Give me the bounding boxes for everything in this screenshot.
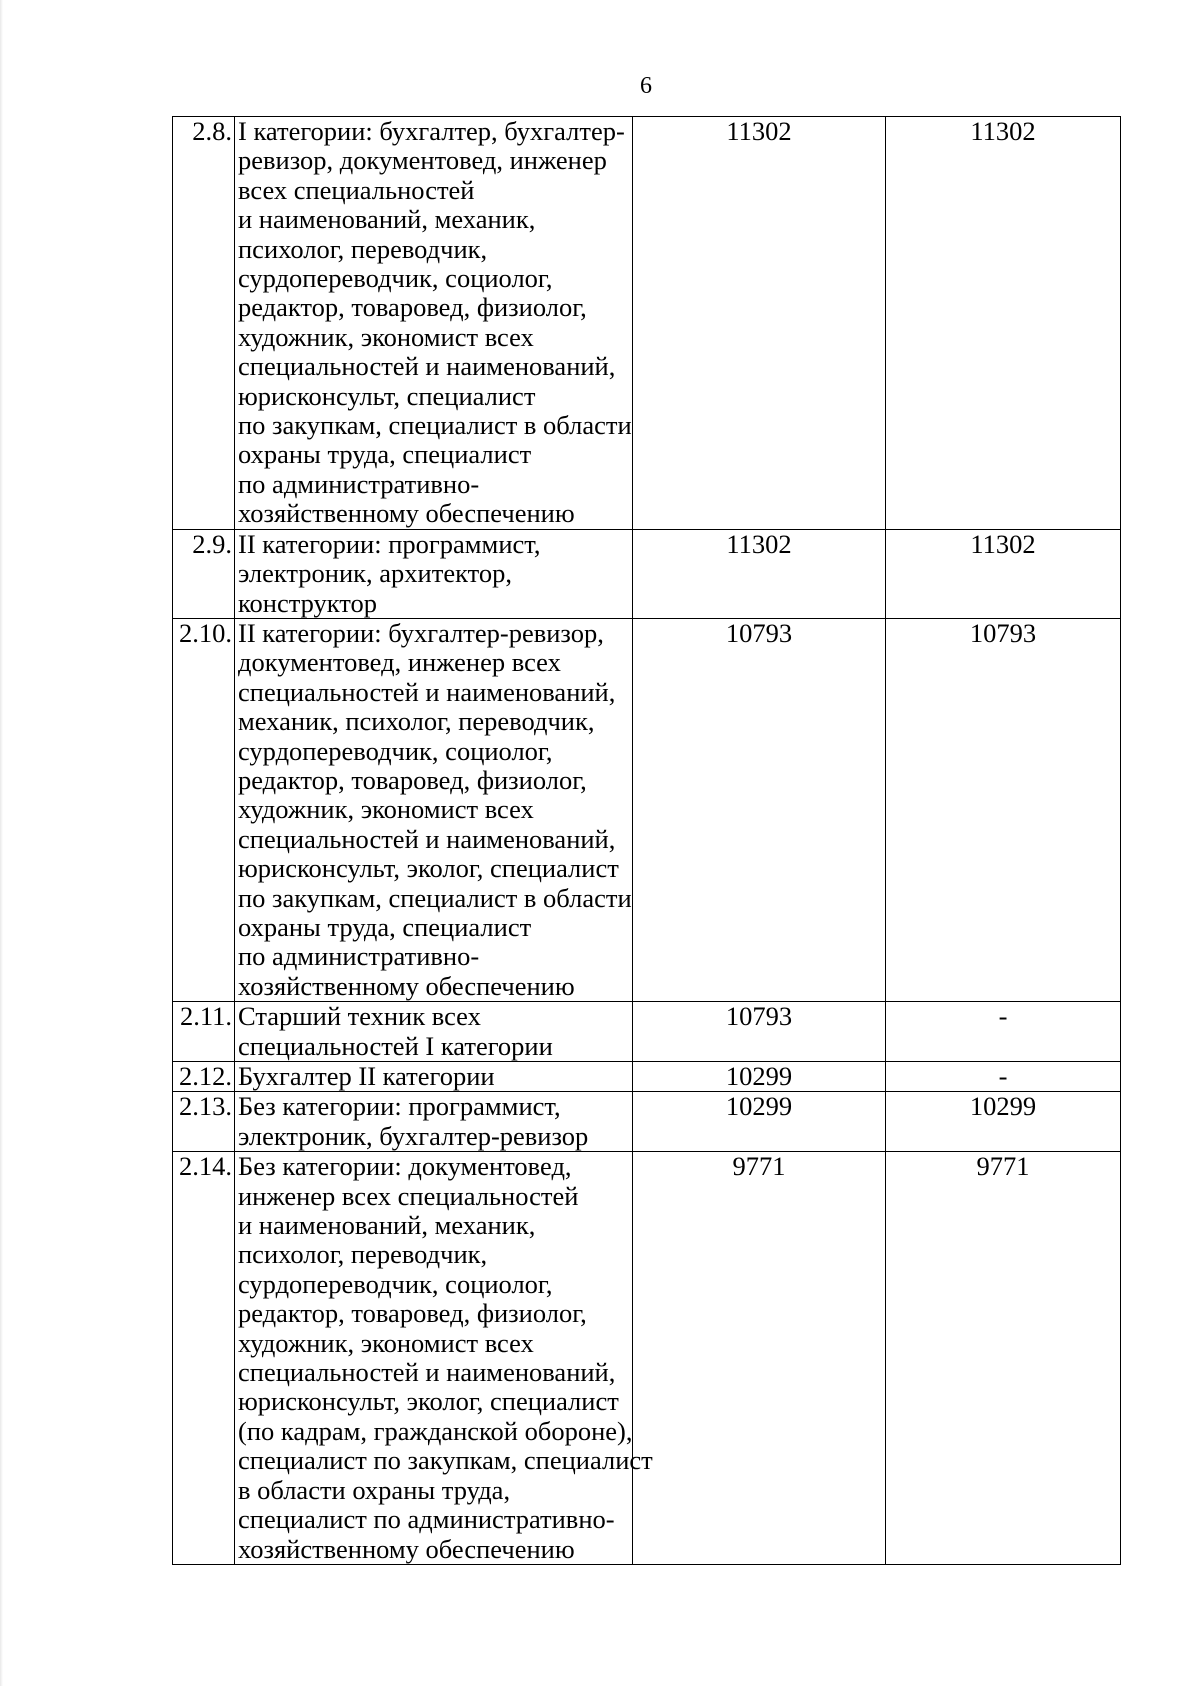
salary-table (172, 116, 1121, 1565)
table-row (173, 1002, 1121, 1062)
description-line: художник, экономист всех (238, 794, 534, 825)
description-line: психолог, переводчик, (238, 233, 488, 264)
description-line: редактор, товаровед, физиолог, (238, 1298, 587, 1329)
description-line: по административно- (238, 941, 480, 972)
salary-value-2: 9771 (886, 1152, 1121, 1565)
salary-value-1: 10793 (633, 1002, 886, 1062)
description-line: инженер всех специальностей (238, 1180, 579, 1211)
table-row (173, 618, 1121, 1001)
description-line: электроник, архитектор, (238, 558, 512, 589)
row-number: 2.13. (173, 1092, 235, 1152)
description-line: специалист по административно- (238, 1504, 615, 1535)
scan-edge (0, 0, 3, 1686)
description-line: Без категории: документовед, (238, 1151, 572, 1182)
row-number: 2.12. (173, 1062, 235, 1092)
salary-value-1: 10299 (633, 1062, 886, 1092)
description-line: II категории: программист, (238, 528, 541, 559)
description-line: документовед, инженер всех (238, 647, 561, 678)
description-line: Без категории: программист, (238, 1091, 561, 1122)
description-line: и наименований, механик, (238, 204, 536, 235)
salary-value-1: 11302 (633, 529, 886, 618)
salary-value-1: 10299 (633, 1092, 886, 1152)
description-line: (по кадрам, гражданской обороне), (238, 1415, 633, 1446)
position-description (235, 1002, 633, 1062)
description-line: специальностей и наименований, (238, 676, 616, 707)
row-number: 2.14. (173, 1152, 235, 1565)
salary-value-2: 11302 (886, 117, 1121, 530)
row-number: 2.8. (173, 117, 235, 530)
position-description (235, 117, 633, 530)
description-line: художник, экономист всех (238, 1327, 534, 1358)
description-line: Бухгалтер II категории (238, 1061, 495, 1091)
description-line: редактор, товаровед, физиолог, (238, 764, 587, 795)
description-line: сурдопереводчик, социолог, (238, 735, 553, 766)
description-line: Старший техник всех (238, 1001, 481, 1032)
description-line: ревизор, документовед, инженер (238, 145, 607, 176)
description-line: по закупкам, специалист в области (238, 410, 632, 441)
table-row (173, 529, 1121, 618)
salary-value-1: 9771 (633, 1152, 886, 1565)
row-number: 2.11. (173, 1002, 235, 1062)
description-line: специальностей и наименований, (238, 1357, 616, 1388)
table-row (173, 1152, 1121, 1565)
salary-value-2: - (886, 1002, 1121, 1062)
page-number: 6 (640, 73, 652, 99)
description-line: хозяйственному обеспечению (238, 498, 575, 529)
table-row (173, 1062, 1121, 1092)
description-line: в области охраны труда, (238, 1474, 511, 1505)
row-number: 2.10. (173, 618, 235, 1001)
description-line: специальностей I категории (238, 1030, 553, 1061)
description-line: специальностей и наименований, (238, 351, 616, 382)
position-description (235, 618, 633, 1001)
position-description (235, 1092, 633, 1152)
salary-value-2: 10793 (886, 618, 1121, 1001)
description-line: I категории: бухгалтер, бухгалтер- (238, 116, 625, 146)
description-line: по административно- (238, 468, 480, 499)
description-line: юрисконсульт, специалист (238, 380, 536, 411)
position-description (235, 529, 633, 618)
description-line: хозяйственному обеспечению (238, 1533, 575, 1564)
description-line: хозяйственному обеспечению (238, 970, 575, 1001)
description-line: охраны труда, специалист (238, 439, 532, 470)
description-line: специалист по закупкам, специалист (238, 1445, 653, 1476)
salary-value-1: 10793 (633, 618, 886, 1001)
salary-value-2: 11302 (886, 529, 1121, 618)
description-line: всех специальностей (238, 174, 475, 205)
description-line: психолог, переводчик, (238, 1239, 488, 1270)
table-row (173, 1092, 1121, 1152)
salary-value-2: 10299 (886, 1092, 1121, 1152)
table-body (173, 117, 1121, 1565)
row-number: 2.9. (173, 529, 235, 618)
table-row (173, 117, 1121, 530)
description-line: охраны труда, специалист (238, 911, 532, 942)
description-line: по закупкам, специалист в области (238, 882, 632, 913)
description-line: электроник, бухгалтер-ревизор (238, 1120, 589, 1151)
description-line: художник, экономист всех (238, 321, 534, 352)
description-line: юрисконсульт, эколог, специалист (238, 853, 619, 884)
description-line: сурдопереводчик, социолог, (238, 263, 553, 294)
position-description (235, 1151, 653, 1565)
description-line: сурдопереводчик, социолог, (238, 1268, 553, 1299)
description-line: специальностей и наименований, (238, 823, 616, 854)
description-line: II категории: бухгалтер-ревизор, (238, 617, 604, 648)
description-line: механик, психолог, переводчик, (238, 706, 595, 737)
description-line: редактор, товаровед, физиолог, (238, 292, 587, 323)
description-line: конструктор (238, 587, 378, 618)
position-description (235, 1062, 633, 1092)
description-line: юрисконсульт, эколог, специалист (238, 1386, 619, 1417)
salary-value-1: 11302 (633, 117, 886, 530)
salary-value-2: - (886, 1062, 1121, 1092)
description-line: и наименований, механик, (238, 1210, 536, 1241)
